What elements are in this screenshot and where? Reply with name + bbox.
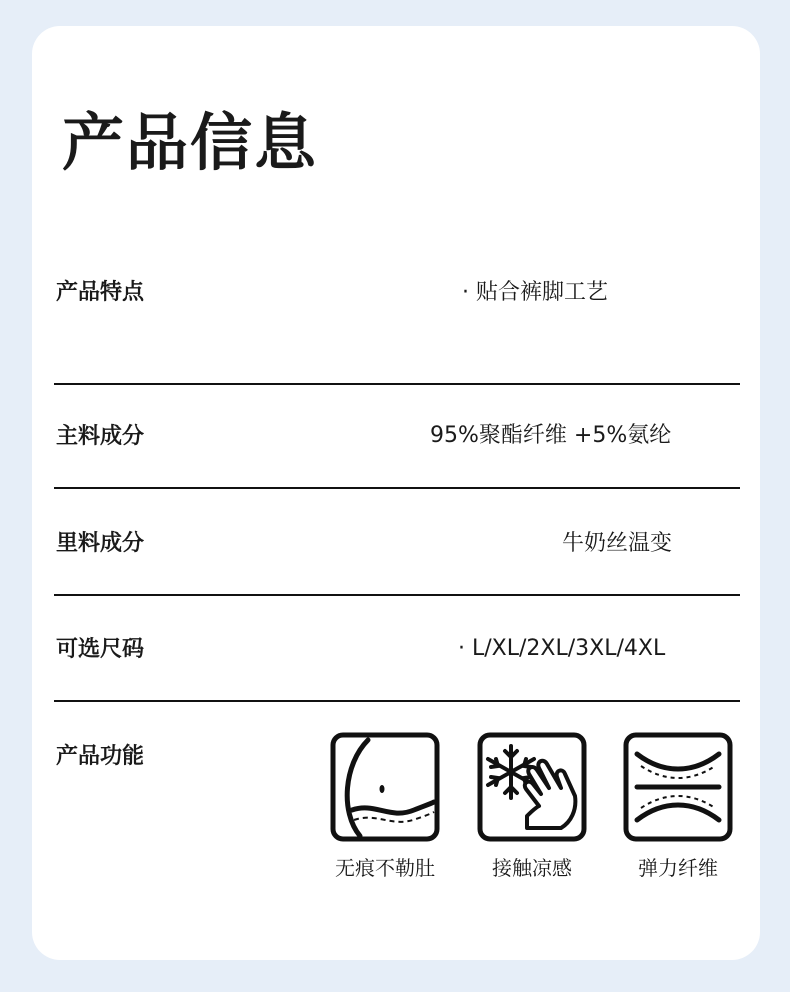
function-label-stretch: 弹力纤维: [638, 856, 718, 880]
stretch-fiber-icon: [623, 732, 733, 842]
sizes-label: 可选尺码: [56, 637, 145, 662]
feature-value: · 贴合裤脚工艺: [462, 280, 608, 305]
divider: [54, 700, 740, 702]
feature-label: 产品特点: [56, 280, 145, 305]
belly-waistband-icon: [330, 732, 440, 842]
divider: [54, 383, 740, 385]
sizes-value: · L/XL/2XL/3XL/4XL: [458, 636, 666, 661]
function-label-cooling: 接触凉感: [492, 856, 572, 880]
main-material-label: 主料成分: [56, 424, 145, 449]
lining-material-label: 里料成分: [56, 531, 145, 556]
main-material-value: 95%聚酯纤维 +5%氨纶: [430, 423, 672, 448]
page-title: 产品信息: [62, 106, 319, 179]
snowflake-hand-icon: [477, 732, 587, 842]
product-info-card: [32, 26, 760, 960]
divider: [54, 594, 740, 596]
functions-label: 产品功能: [56, 744, 145, 769]
lining-material-value: 牛奶丝温变: [562, 531, 673, 556]
divider: [54, 487, 740, 489]
function-label-seamless: 无痕不勒肚: [335, 856, 435, 880]
